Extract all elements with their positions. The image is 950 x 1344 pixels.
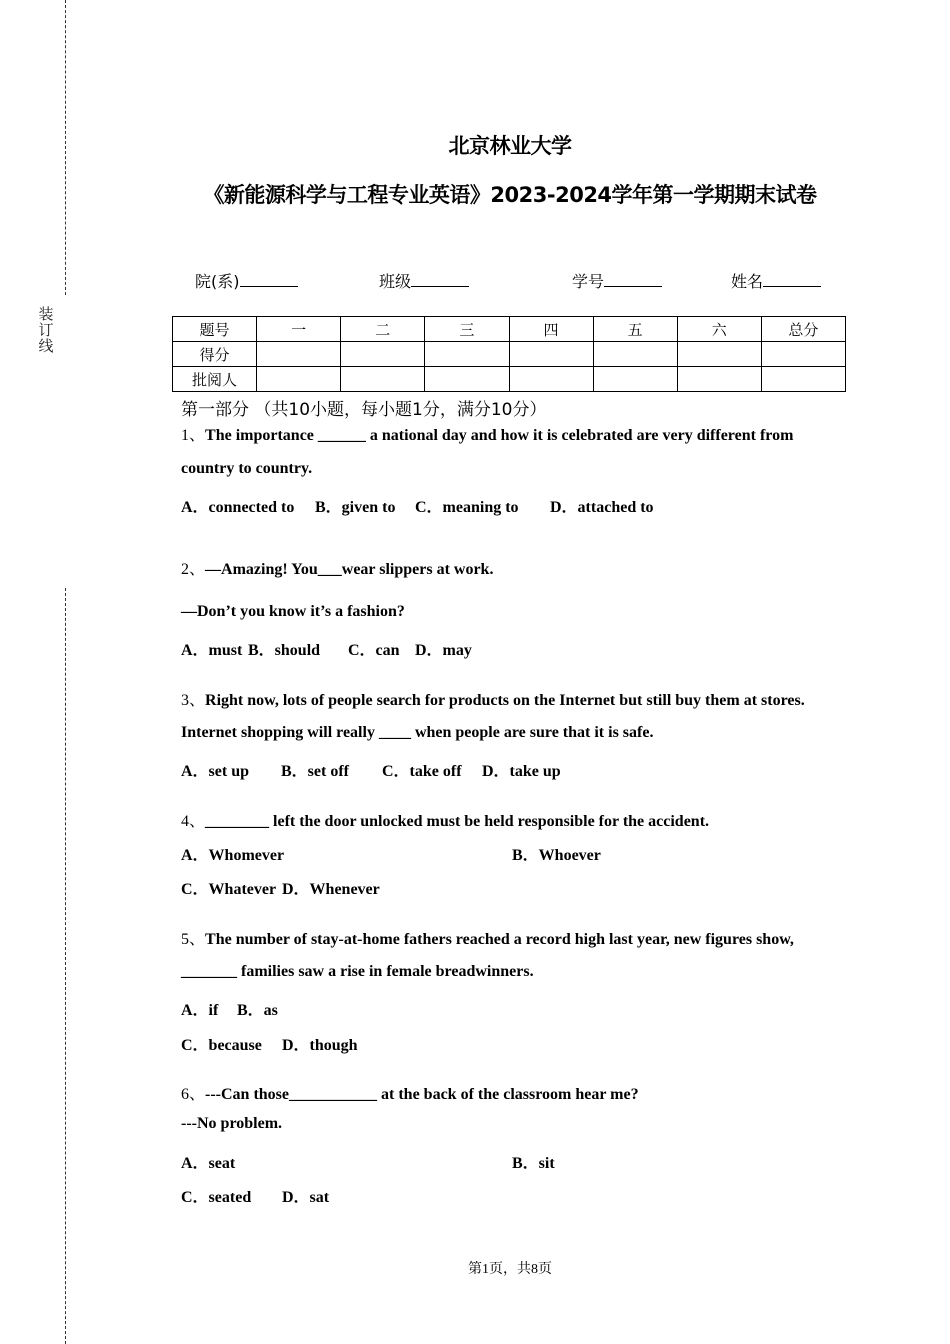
option-d: D．take up [482, 763, 561, 780]
option-c: C．can [348, 642, 400, 659]
table-header-cell: 二 [341, 317, 425, 342]
table-header-cell: 五 [593, 317, 677, 342]
class-blank [411, 272, 469, 287]
question-text-continued: country to country. [181, 460, 313, 477]
question-text: The importance ______ a national day and how it is celebrated are very different from [205, 427, 794, 444]
score-table [172, 316, 846, 392]
option-c: C．take off [382, 763, 462, 780]
binding-char: 订 [38, 321, 54, 339]
grader-cell [677, 367, 761, 392]
grader-row [173, 367, 846, 392]
grader-cell [425, 367, 509, 392]
question-number: 3、 [181, 692, 206, 709]
question-number: 6、 [181, 1086, 206, 1103]
row-label: 得分 [173, 342, 257, 367]
question-2 [181, 556, 493, 579]
option-b: B．given to [315, 499, 396, 516]
grader-cell [257, 367, 341, 392]
option-c: C．seated [181, 1189, 252, 1206]
score-cell [425, 342, 509, 367]
table-header-cell: 四 [509, 317, 593, 342]
score-cell [761, 342, 845, 367]
option-a: A．if [181, 1002, 219, 1019]
option-b: B．set off [281, 763, 349, 780]
score-cell [593, 342, 677, 367]
row-label: 批阅人 [173, 367, 257, 392]
option-d: D．Whenever [282, 881, 380, 898]
grader-cell [341, 367, 425, 392]
question-number: 2、 [181, 561, 206, 578]
question-5 [181, 926, 794, 949]
question-6 [181, 1081, 639, 1104]
class-label: 班级 [379, 272, 412, 291]
class-field [379, 269, 469, 292]
score-cell [509, 342, 593, 367]
score-cell [677, 342, 761, 367]
score-cell [257, 342, 341, 367]
student-id-label: 学号 [572, 272, 605, 291]
question-number: 5、 [181, 931, 206, 948]
grader-cell [761, 367, 845, 392]
option-b: B．should [248, 642, 321, 659]
table-header-cell: 六 [677, 317, 761, 342]
question-text-continued: ---No problem. [181, 1115, 283, 1132]
option-d: D．sat [282, 1189, 330, 1206]
section-title: 第一部分 （共10小题，每小题1分，满分10分） [181, 400, 547, 420]
option-a: A．must [181, 642, 243, 659]
question-text: —Amazing! You___wear slippers at work. [205, 561, 494, 578]
option-b: B．sit [512, 1155, 555, 1172]
page-footer: 第1页，共8页 [468, 1262, 552, 1277]
option-d: D．may [415, 642, 472, 659]
option-a: A．set up [181, 763, 250, 780]
option-a: A．Whomever [181, 847, 285, 864]
exam-title: 《新能源科学与工程专业英语》2023-2024学年第一学期期末试卷 [203, 183, 817, 207]
student-id-field [572, 269, 662, 292]
question-text: ________ left the door unlocked must be held responsible for the accident. [205, 813, 710, 830]
name-field [731, 269, 821, 292]
option-b: B．Whoever [512, 847, 601, 864]
option-c: C．because [181, 1037, 262, 1054]
option-a: A．seat [181, 1155, 236, 1172]
table-header-cell: 题号 [173, 317, 257, 342]
question-text: The number of stay-at-home fathers reached a record high last year, new figures show, [205, 931, 794, 948]
table-header-cell: 总分 [761, 317, 845, 342]
table-header-cell: 三 [425, 317, 509, 342]
question-4 [181, 808, 709, 831]
option-d: D．though [282, 1037, 358, 1054]
question-text: Right now, lots of people search for products on the Internet but still buy them at stores. [205, 692, 805, 709]
question-text-continued: —Don’t you know it’s a fashion? [181, 603, 405, 620]
option-d: D．attached to [550, 499, 654, 516]
name-blank [763, 272, 821, 287]
option-b: B．as [237, 1002, 278, 1019]
department-label: 院(系) [195, 272, 240, 291]
question-text: ---Can those___________ at the back of the classroom hear me? [205, 1086, 639, 1103]
student-id-blank [604, 272, 662, 287]
binding-char: 装 [38, 305, 54, 323]
option-c: C．Whatever [181, 881, 277, 898]
grader-cell [509, 367, 593, 392]
option-c: C．meaning to [415, 499, 519, 516]
question-3 [181, 687, 805, 710]
department-blank [240, 272, 298, 287]
score-row [173, 342, 846, 367]
binding-label [38, 306, 54, 354]
question-text-continued: _______ families saw a rise in female breadwinners. [181, 963, 534, 980]
binding-char: 线 [38, 337, 54, 355]
question-number: 1、 [181, 427, 206, 444]
grader-cell [593, 367, 677, 392]
question-number: 4、 [181, 813, 206, 830]
department-field [195, 269, 298, 292]
question-1 [181, 422, 793, 445]
score-table-header-row [173, 317, 846, 342]
table-header-cell: 一 [257, 317, 341, 342]
option-a: A．connected to [181, 499, 295, 516]
university-title: 北京林业大学 [448, 134, 572, 158]
name-label: 姓名 [731, 272, 764, 291]
binding-dashed-line-bottom [65, 588, 66, 1344]
question-text-continued: Internet shopping will really ____ when people are sure that it is safe. [181, 724, 654, 741]
score-cell [341, 342, 425, 367]
